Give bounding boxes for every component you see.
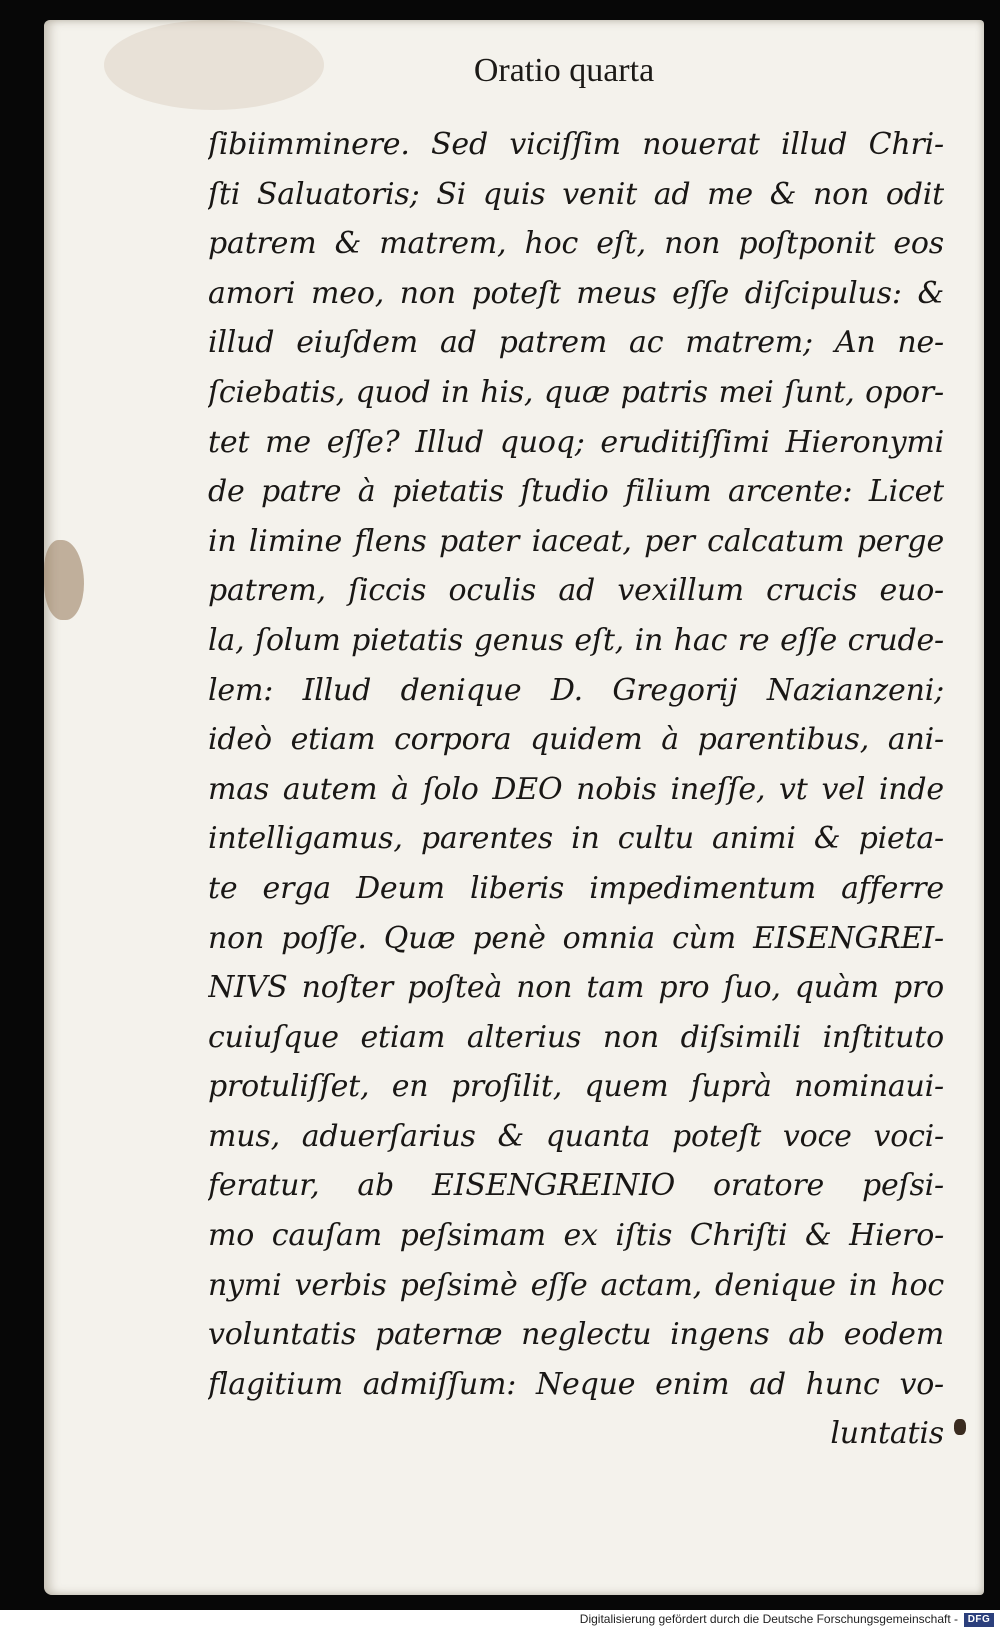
funding-credit: Digitalisierung gefördert durch die Deutsche Forschungsgemeinschaft - (579, 1612, 958, 1626)
text-line: de patre à pietatis ſtudio filium arcente: Licet (208, 474, 944, 510)
text-line: amori meo, non poteſt meus eſſe diſcipulus: & (208, 275, 944, 311)
catchword: luntatis (830, 1416, 944, 1452)
text-line: te erga Deum liberis impedimentum afferre (208, 870, 944, 906)
page-stain (44, 540, 84, 620)
text-line: feratur, ab EISENGREINIO oratore peſsi- (208, 1168, 944, 1204)
text-line: patrem, ſiccis oculis ad vexillum crucis euo- (208, 573, 944, 609)
text-line: protuliſſet, en proſilit, quem ſuprà nominaui- (208, 1069, 944, 1105)
body-text (208, 120, 944, 1459)
running-header: Oratio quarta (473, 52, 655, 89)
text-line: mo cauſam peſsimam ex iſtis Chriſti & Hiero- (208, 1218, 944, 1254)
text-line: mas autem à ſolo DEO nobis ineſſe, vt vel inde (208, 771, 944, 807)
text-line: ideò etiam corpora quidem à parentibus, ani- (208, 722, 944, 758)
text-line: nymi verbis peſsimè eſſe actam, denique in hoc (208, 1267, 944, 1303)
text-line: illud eiuſdem ad patrem ac matrem; An ne- (208, 325, 944, 361)
ink-speck (954, 1419, 966, 1435)
book-page (44, 20, 984, 1595)
dfg-logo: DFG (964, 1613, 994, 1627)
text-line: non poſſe. Quæ penè omnia cùm EISENGREI- (208, 920, 944, 956)
footer-bar (0, 1610, 1000, 1630)
text-line: NIVS noſter poſteà non tam pro ſuo, quàm pro (208, 970, 944, 1006)
text-line: lem: Illud denique D. Gregorij Nazianzeni; (208, 672, 944, 708)
text-line: tet me eſſe? Illud quoq; eruditiſſimi Hieronymi (208, 424, 944, 460)
text-line: la, ſolum pietatis genus eſt, in hac re eſſe crude- (208, 622, 944, 658)
text-line: voluntatis paternæ neglectu ingens ab eodem (208, 1317, 944, 1353)
text-line: intelligamus, parentes in cultu animi & pieta- (208, 821, 944, 857)
text-line: flagitium admiſſum: Neque enim ad hunc vo- (208, 1366, 944, 1402)
text-line: mus, aduerſarius & quanta poteſt voce voci- (208, 1118, 944, 1154)
text-line: ſciebatis, quod in his, quæ patris mei ſunt, opor- (208, 374, 944, 410)
text-line: cuiuſque etiam alterius non diſsimili inſtituto (208, 1019, 944, 1055)
text-line: ſti Saluatoris; Si quis venit ad me & non odit (208, 176, 944, 212)
text-line: patrem & matrem, hoc eſt, non poſtponit eos (208, 226, 944, 262)
text-line: in limine flens pater iaceat, per calcatum perge (208, 523, 944, 559)
text-line: ſibiimminere. Sed viciſſim nouerat illud Chri- (208, 127, 944, 162)
